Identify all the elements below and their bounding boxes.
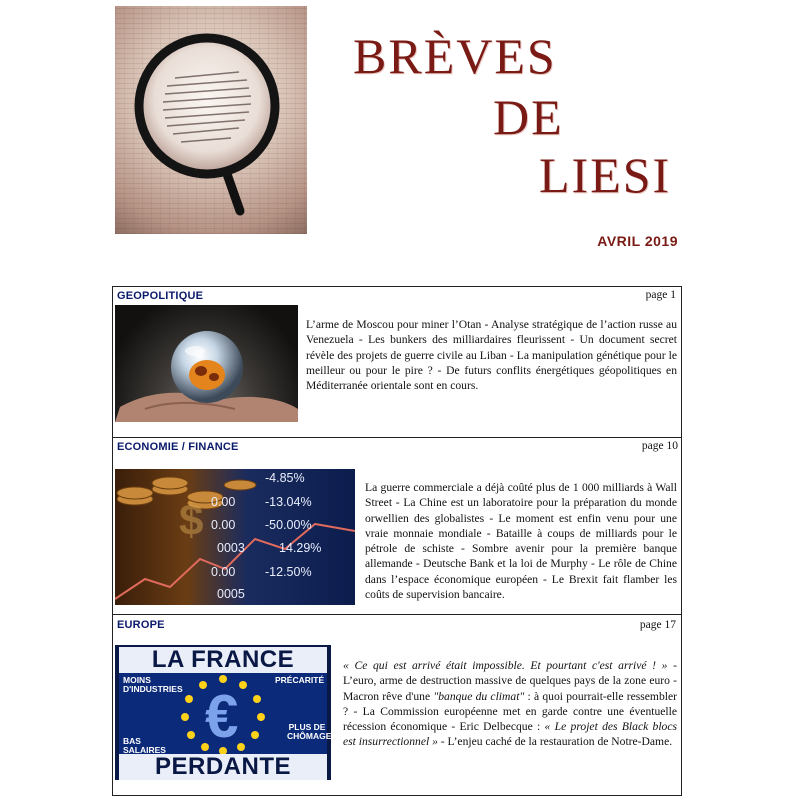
svg-text:$: $ xyxy=(179,496,204,545)
section-divider xyxy=(112,614,682,615)
la-france-perdante-image xyxy=(115,645,331,780)
europe-quote: « Ce qui est arrivé était impossible. Et pourtant c'est arrivé ! » xyxy=(343,659,668,672)
ticker-value: 0.00 xyxy=(211,518,236,532)
section-page-geopolitique[interactable]: page 1 xyxy=(645,289,676,301)
title-breves: BRÈVES xyxy=(353,28,557,84)
france-label: PRÉCARITÉ xyxy=(275,675,325,685)
section-page-economie-finance[interactable]: page 10 xyxy=(641,440,678,452)
section-summary-economie-finance: La guerre commerciale a déjà coûté plus de 1 000 milliards à Wall Street - La Chine est un laboratoire pour la préparation du monde orwellien des globalistes - Le moment est enfin venu pour une vraie monnaie mondiale - Bataille à coups de milliards pour le pétrole de schiste - Sombre avenir pour la première banque allemande - Deutsche Bank et la loi de Murphy - Le rôle de Chine dans l’espace économique européen - Le Brexit fait flamber les coûts de supervision bancaire. xyxy=(365,481,677,602)
ticker-value: 0005 xyxy=(217,587,245,601)
ticker-value: -12.50% xyxy=(265,565,312,579)
france-image-headline: LA FRANCE xyxy=(119,647,327,673)
title-liesi: LIESI xyxy=(539,147,672,203)
europe-quote: « Le projet des Black blocs est insurrectionnel » xyxy=(343,720,678,749)
ticker-value: -13.04% xyxy=(265,495,312,509)
section-title-europe: EUROPE xyxy=(117,619,165,631)
section-title-geopolitique: GEOPOLITIQUE xyxy=(117,290,204,302)
title-de: DE xyxy=(493,89,564,145)
france-label: PLUS DE CHÔMAGE xyxy=(287,722,331,741)
ticker-value: 0003 xyxy=(217,541,245,555)
france-label: MOINS D'INDUSTRIES xyxy=(123,675,183,694)
magnifying-glass-image xyxy=(115,6,307,234)
issue-date: AVRIL 2019 xyxy=(597,233,678,249)
france-label: BAS SALAIRES xyxy=(123,736,166,755)
ticker-value: -4.85% xyxy=(265,471,305,485)
stock-market-coins-image xyxy=(115,469,355,605)
section-page-europe[interactable]: page 17 xyxy=(639,619,676,631)
ticker-value: -50.00% xyxy=(265,518,312,532)
ticker-value: 14.29% xyxy=(279,541,322,555)
euro-symbol: € xyxy=(205,683,239,750)
crystal-ball-hand-image xyxy=(115,305,298,422)
ticker-value: 0.00 xyxy=(211,495,236,509)
section-summary-europe: « Ce qui est arrivé était impossible. Et pourtant c'est arrivé ! » - L’euro, arme de destruction massive de quelques pays de la zone euro - Macron rêve d'une "banque du climat" : à quoi pourrait-elle ressembler ? - La Commission européenne met en garde contre une éventuelle récession économique - Eric Delbecque : « Le projet des Black blocs est insurrectionnel » - L’enjeu caché de la restauration de Notre-Dame. xyxy=(343,659,678,749)
france-image-footline: PERDANTE xyxy=(119,754,327,780)
section-title-economie-finance: ECONOMIE / FINANCE xyxy=(117,441,239,453)
europe-quote: "banque du climat" xyxy=(433,689,525,703)
ticker-value: 0.00 xyxy=(211,565,236,579)
section-divider xyxy=(112,437,682,438)
section-summary-geopolitique: L’arme de Moscou pour miner l’Otan - Analyse stratégique de l’action russe au Venezuela - Les bunkers des milliardaires fleurissent - Un document secret révèle des projets de guerre civile au Liban - La manipulation génétique pour le meilleur ou pour le pire ? - De futurs conflits énergétiques géopolitiques en Méditerranée orientale sont en cours. xyxy=(306,318,677,393)
